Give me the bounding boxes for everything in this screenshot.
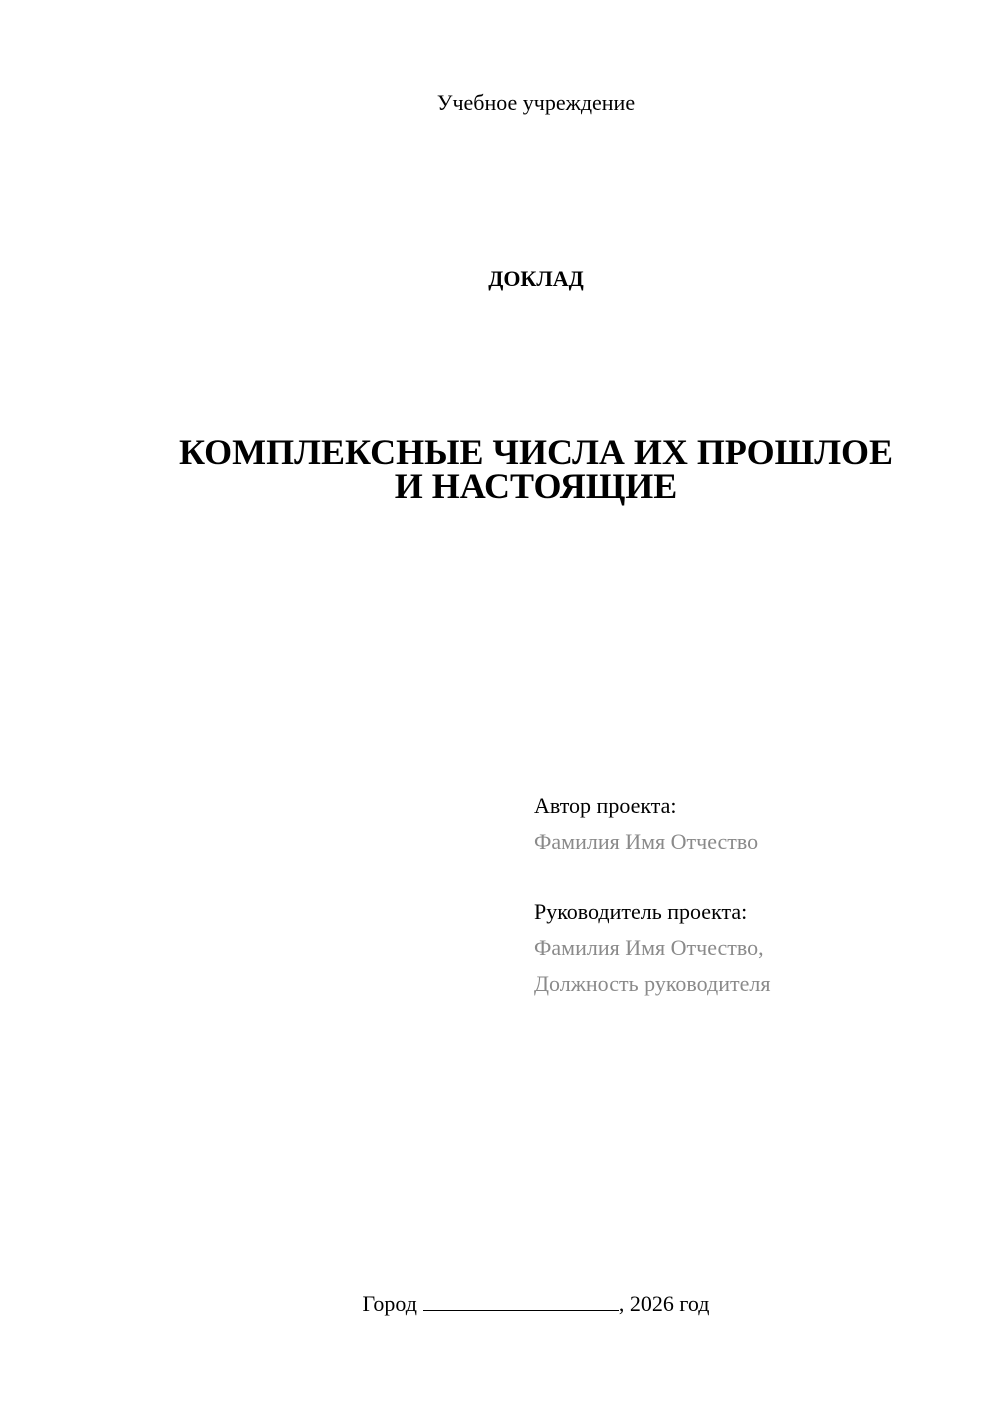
supervisor-label: Руководитель проекта:: [534, 899, 748, 924]
year-text: , 2026 год: [618, 1291, 710, 1316]
report-title-line-2: И НАСТОЯЩИЕ: [394, 466, 678, 506]
report-title-line-1: КОМПЛЕКСНЫЕ ЧИСЛА ИХ ПРОШЛОЕ: [178, 432, 894, 472]
document-type: ДОКЛАД: [488, 266, 584, 291]
author-name: Фамилия Имя Отчество: [534, 829, 759, 854]
supervisor-position: Должность руководителя: [534, 971, 771, 996]
city-blank-line: [423, 1290, 619, 1311]
city-year-line: [0, 1290, 1000, 1317]
institution-name: Учебное учреждение: [436, 90, 636, 115]
project-info: [534, 788, 770, 1002]
city-label: Город: [362, 1291, 417, 1316]
author-label: Автор проекта:: [534, 793, 677, 818]
report-title: [100, 432, 972, 506]
info-spacer: [534, 860, 770, 894]
supervisor-name: Фамилия Имя Отчество,: [534, 935, 764, 960]
